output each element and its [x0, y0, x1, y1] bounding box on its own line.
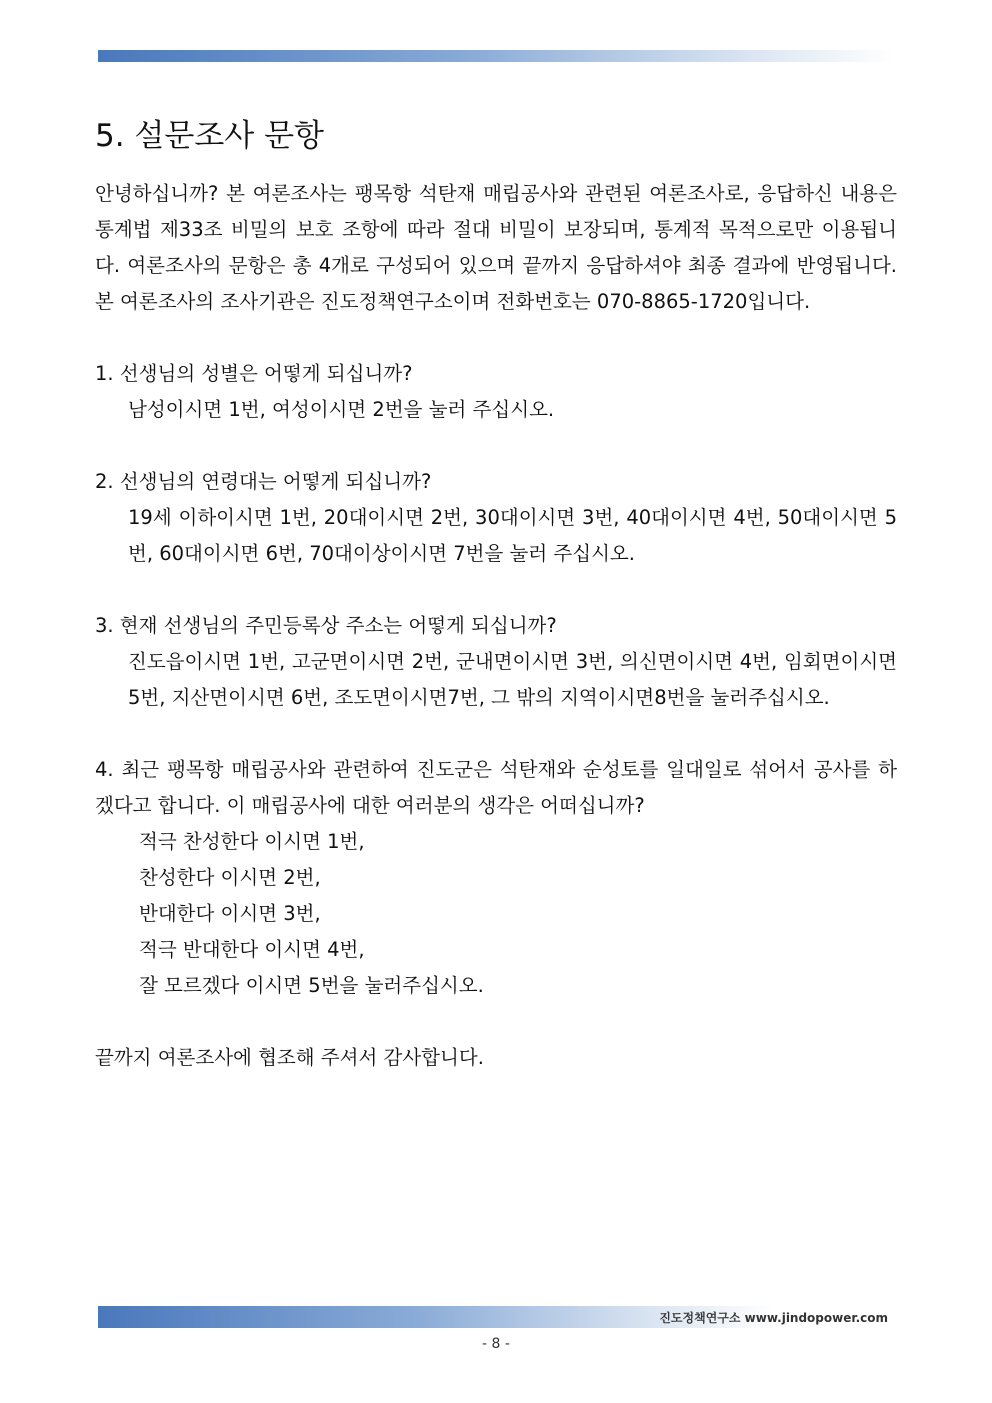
question-1: [95, 356, 897, 428]
question-2-answer: 19세 이하이시면 1번, 20대이시면 2번, 30대이시면 3번, 40대이시면 4번, 50대이시면 5번, 60대이시면 6번, 70대이상이시면 7번을 눌러 주십시오.: [128, 506, 897, 565]
question-3-text: 3. 현재 선생님의 주민등록상 주소는 어떻게 되십니까?: [95, 614, 557, 637]
question-4-text: 4. 최근 팽목항 매립공사와 관련하여 진도군은 석탄재와 순성토를 일대일로 섞어서 공사를 하겠다고 합니다. 이 매립공사에 대한 여러분의 생각은 어떠십니까?: [95, 758, 897, 817]
question-4-option-3: 반대한다 이시면 3번,: [139, 902, 321, 925]
closing-paragraph: 끝까지 여론조사에 협조해 주셔서 감사합니다.: [95, 1046, 484, 1069]
footer-org-site: 진도정책연구소 www.jindopower.com: [659, 1311, 888, 1325]
question-4-option-5: 잘 모르겠다 이시면 5번을 눌러주십시오.: [139, 974, 484, 997]
question-2-text: 2. 선생님의 연령대는 어떻게 되십니까?: [95, 470, 432, 493]
question-4-option-4: 적극 반대한다 이시면 4번,: [139, 938, 365, 961]
question-4: [95, 752, 897, 1004]
question-4-option-1: 적극 찬성한다 이시면 1번,: [139, 830, 365, 853]
page-number: - 8 -: [482, 1336, 510, 1352]
question-4-option-2: 찬성한다 이시면 2번,: [139, 866, 321, 889]
intro-paragraph: 안녕하십니까? 본 여론조사는 팽목항 석탄재 매립공사와 관련된 여론조사로, 응답하신 내용은 통계법 제33조 비밀의 보호 조항에 따라 절대 비밀이 보장되며, 통계적 목적으로만 이용됩니다. 여론조사의 문항은 총 4개로 구성되어 있으며 끝까지 응답하셔야 최종 결과에 반영됩니다. 본 여론조사의 조사기관은 진도정책연구소이며 전화번호는 070-8865-1720입니다.: [95, 182, 897, 313]
question-1-text: 1. 선생님의 성별은 어떻게 되십니까?: [95, 362, 413, 385]
header-decorative-bar: [98, 50, 893, 62]
question-1-answer: 남성이시면 1번, 여성이시면 2번을 눌러 주십시오.: [128, 398, 555, 421]
question-3: [95, 608, 897, 716]
section-title: 5. 설문조사 문항: [95, 118, 324, 154]
document-body: [95, 176, 897, 1076]
question-3-answer: 진도읍이시면 1번, 고군면이시면 2번, 군내면이시면 3번, 의신면이시면 4번, 임회면이시면 5번, 지산면이시면 6번, 조도면이시면7번, 그 밖의 지역이시면8번을 눌러주십시오.: [128, 650, 897, 709]
question-2: [95, 464, 897, 572]
